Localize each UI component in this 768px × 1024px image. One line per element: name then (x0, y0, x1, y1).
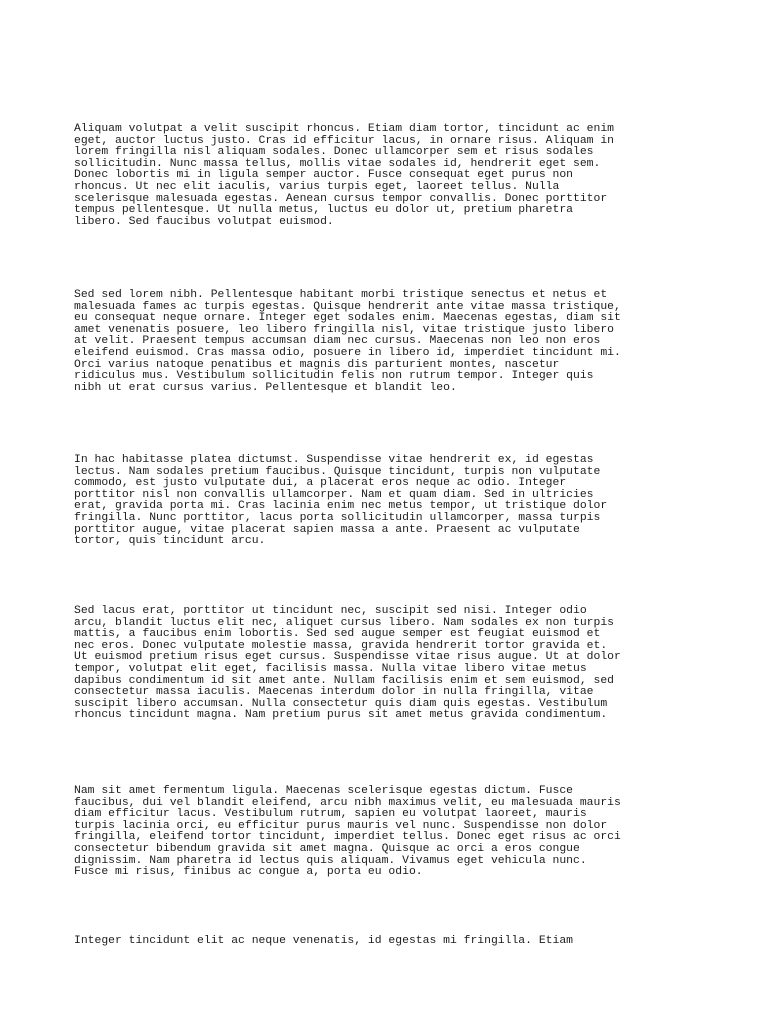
text-line: fringilla, eleifend tortor tincidunt, imperdiet tellus. Donec eget risus ac orci (74, 831, 621, 844)
text-line: scelerisque malesuada egestas. Aenean cursus tempor convallis. Donec porttitor (74, 192, 608, 205)
text-line: sollicitudin. Nunc massa tellus, mollis vitae sodales id, hendrerit eget sem. (74, 157, 601, 170)
text-line: Ut euismod pretium risus eget cursus. Suspendisse vitae risus augue. Ut at dolor (74, 651, 621, 664)
text-line: eget, auctor luctus justo. Cras id efficitur lacus, in ornare risus. Aliquam in (74, 134, 615, 147)
text-line: Integer tincidunt elit ac neque venenatis, id egestas mi fringilla. Etiam (74, 935, 573, 947)
text-line: nibh ut erat cursus varius. Pellentesque et blandit leo. (74, 381, 457, 394)
text-line: dignissim. Nam pharetra id lectus quis aliquam. Vivamus eget vehicula nunc. (74, 854, 587, 867)
text-line: lorem fringilla nisl aliquam sodales. Donec ullamcorper sem et risus sodales (74, 146, 594, 159)
text-line: erat, gravida porta mi. Cras lacinia enim nec metus tempor, ut tristique dolor (74, 500, 608, 513)
text-line: dapibus condimentum id sit amet ante. Nullam facilisis enim et sem euismod, sed (74, 674, 615, 687)
text-line: porttitor augue, vitae placerat sapien massa a ante. Praesent ac vulputate (74, 523, 580, 536)
text-line: lectus. Nam sodales pretium faucibus. Quisque tincidunt, turpis non vulputate (74, 465, 601, 478)
text-line: consectetur massa iaculis. Maecenas interdum dolor in nulla fringilla, vitae (74, 686, 594, 699)
text-line: rhoncus tincidunt magna. Nam pretium purus sit amet metus gravida condimentum. (74, 709, 608, 722)
text-line: porttitor nisl non convallis ullamcorper. Nam et quam diam. Sed in ultricies (74, 488, 594, 501)
text-line: rhoncus. Ut nec elit iaculis, varius turpis eget, laoreet tellus. Nulla (74, 180, 560, 193)
text-line: Sed lacus erat, porttitor ut tincidunt nec, suscipit sed nisi. Integer odio (74, 605, 587, 617)
text-line: turpis lacinia orci, eu efficitur purus mauris vel nunc. Suspendisse non dolor (74, 819, 608, 832)
paragraph-3 (74, 455, 704, 548)
text-line: commodo, est justo vulputate dui, a placerat eros neque ac odio. Integer (74, 477, 567, 490)
text-line: tempus pellentesque. Ut nulla metus, luctus eu dolor ut, pretium pharetra (74, 204, 573, 217)
text-line: In hac habitasse platea dictumst. Suspendisse vitae hendrerit ex, id egestas (74, 454, 594, 466)
text-line: nec eros. Donec vulputate molestie massa, gravida hendrerit tortor gravida et. (74, 639, 608, 652)
text-line: suscipit libero accumsan. Nulla consectetur quis diam quis egestas. Vestibulum (74, 697, 608, 710)
text-line: eleifend euismod. Cras massa odio, posuere in libero id, imperdiet tincidunt mi. (74, 346, 621, 359)
text-line: arcu, blandit luctus elit nec, aliquet cursus libero. Nam sodales ex non turpis (74, 616, 615, 629)
text-line: eu consequat neque ornare. Integer eget sodales enim. Maecenas egestas, diam sit (74, 312, 621, 325)
text-line: diam efficitur lacus. Vestibulum rutrum, sapien eu volutpat laoreet, mauris (74, 808, 587, 821)
text-line: malesuada fames ac turpis egestas. Quisque hendrerit ante vitae massa tristique, (74, 300, 621, 313)
paragraph-4 (74, 606, 704, 722)
text-line: ridiculus mus. Vestibulum sollicitudin felis non rutrum tempor. Integer quis (74, 370, 594, 383)
text-line: tempor, volutpat elit eget, facilisis massa. Nulla vitae libero vitae metus (74, 662, 587, 675)
text-line: amet venenatis posuere, leo libero fringilla nisl, vitae tristique justo libero (74, 323, 615, 336)
text-line: Orci varius natoque penatibus et magnis dis parturient montes, nascetur (74, 358, 560, 371)
text-line: fringilla. Nunc porttitor, lacus porta sollicitudin ullamcorper, massa turpis (74, 511, 601, 524)
text-line: at velit. Praesent tempus accumsan diam nec cursus. Maecenas non leo non eros (74, 335, 601, 348)
text-line: Aliquam volutpat a velit suscipit rhoncus. Etiam diam tortor, tincidunt ac enim (74, 123, 615, 135)
text-line: mattis, a faucibus enim lobortis. Sed sed augue semper est feugiat euismod et (74, 628, 601, 641)
text-line: Sed sed lorem nibh. Pellentesque habitant morbi tristique senectus et netus et (74, 289, 608, 301)
paragraph-2 (74, 290, 704, 394)
text-line: tortor, quis tincidunt arcu. (74, 535, 266, 548)
text-line: Donec lobortis mi in ligula semper auctor. Fusce consequat eget purus non (74, 169, 573, 182)
paragraph-5 (74, 786, 704, 879)
paragraph-6 (74, 936, 704, 948)
text-line: Nam sit amet fermentum ligula. Maecenas scelerisque egestas dictum. Fusce (74, 785, 573, 797)
text-line: faucibus, dui vel blandit eleifend, arcu nibh maximus velit, eu malesuada mauris (74, 796, 621, 809)
text-line: consectetur bibendum gravida sit amet magna. Quisque ac orci a eros congue (74, 842, 580, 855)
text-line: libero. Sed faucibus volutpat euismod. (74, 215, 334, 228)
text-line: Fusce mi risus, finibus ac congue a, porta eu odio. (74, 866, 423, 879)
paragraph-1 (74, 124, 704, 228)
